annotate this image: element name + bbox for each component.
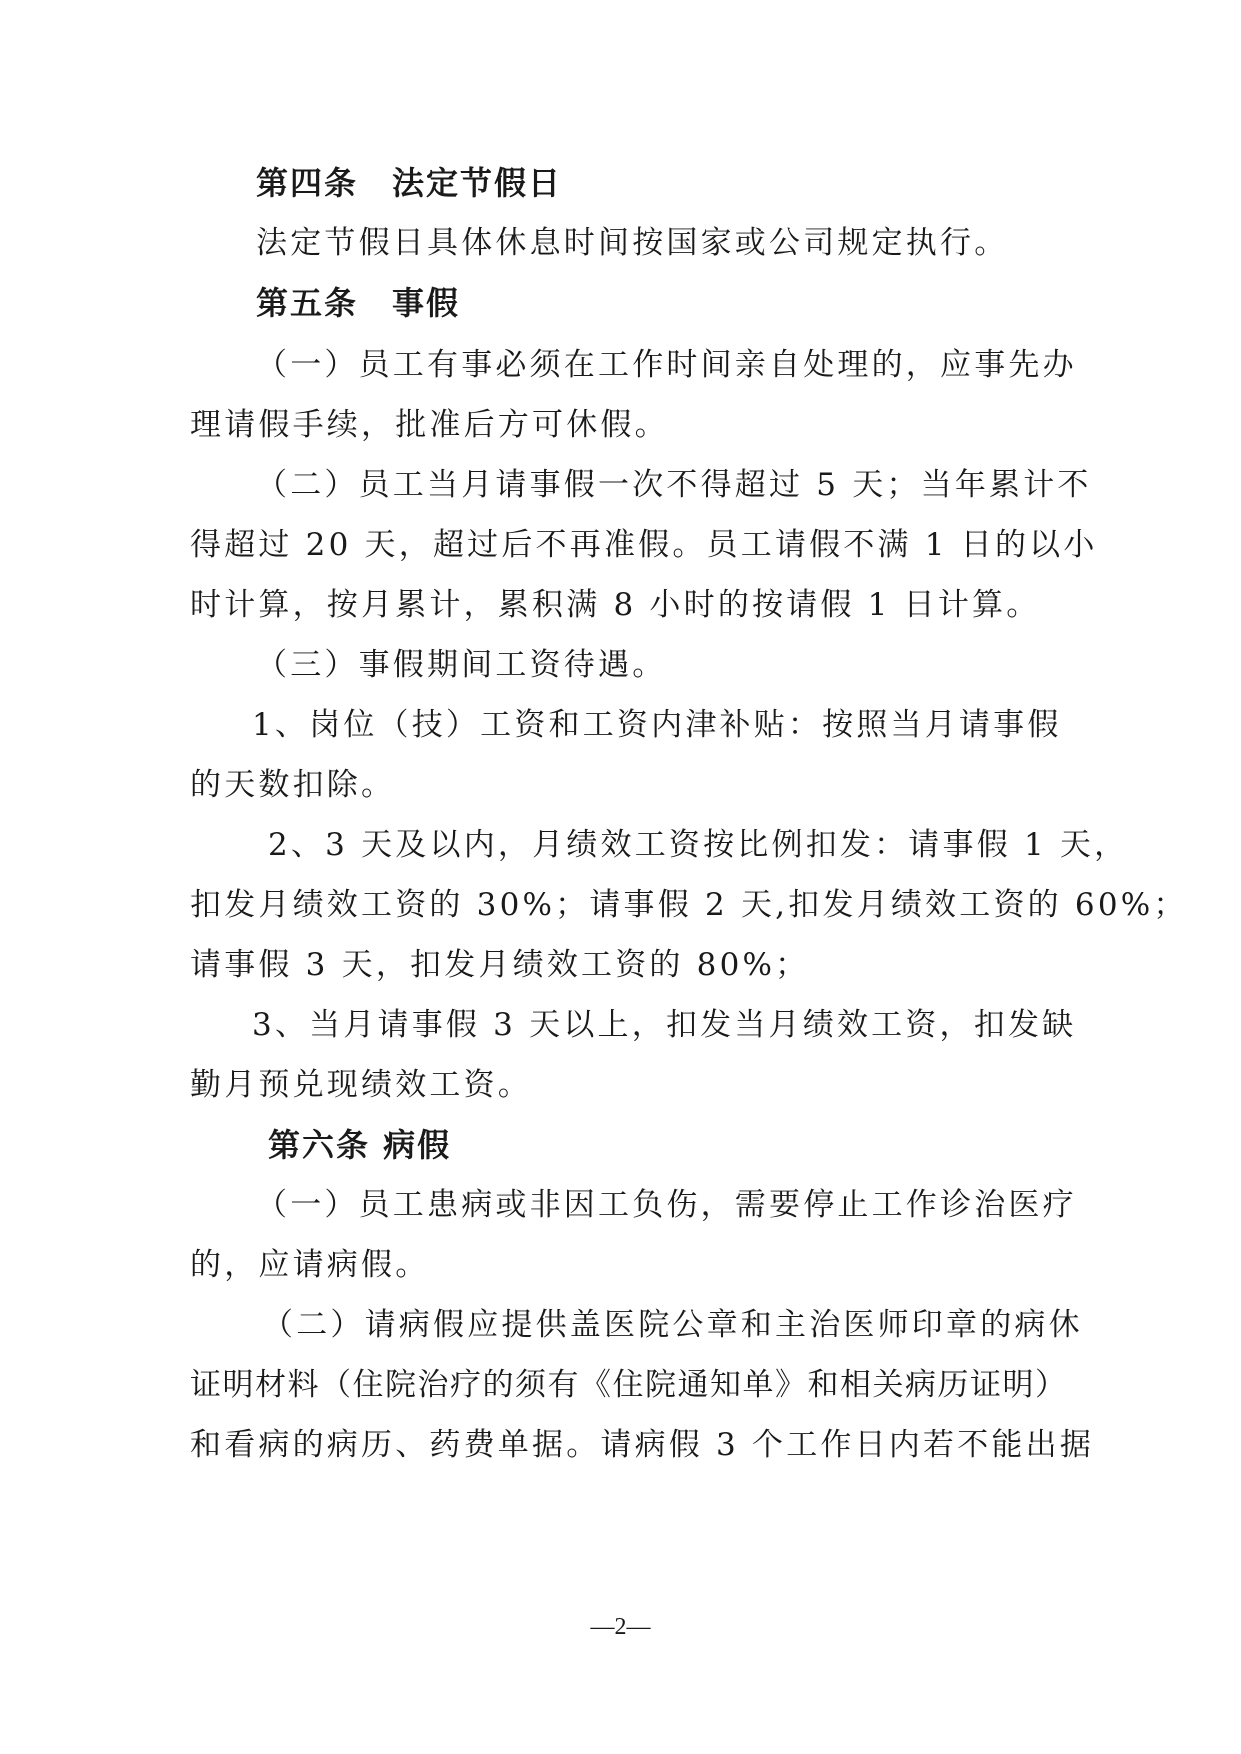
article-5-item-1-line-1: 1、岗位（技）工资和工资内津补贴：按照当月请事假: [252, 707, 1062, 743]
page-number: —2—: [590, 1614, 651, 1640]
article-6-heading: 第六条 病假: [268, 1126, 452, 1164]
article-5-item-3-line-2: 勤月预兑现绩效工资。: [190, 1067, 532, 1103]
article-6-para-1-line-1: （一）员工患病或非因工负伤，需要停止工作诊治医疗: [256, 1187, 1077, 1223]
article-5-para-2-line-2: 得超过 20 天，超过后不再准假。员工请假不满 1 日的以小: [190, 527, 1098, 563]
article-6-para-2-line-3: 和看病的病历、药费单据。请病假 3 个工作日内若不能出据: [190, 1427, 1095, 1463]
article-6-para-2-line-1: （二）请病假应提供盖医院公章和主治医师印章的病休: [262, 1307, 1083, 1343]
article-5-para-1-line-2: 理请假手续，批准后方可休假。: [190, 407, 669, 443]
article-5-item-2-line-1: 2、3 天及以内，月绩效工资按比例扣发：请事假 1 天，: [268, 827, 1129, 863]
article-4-text: 法定节假日具体休息时间按国家或公司规定执行。: [256, 225, 1009, 261]
article-5-para-2-line-3: 时计算，按月累计，累积满 8 小时的按请假 1 日计算。: [190, 587, 1041, 623]
article-5-item-2-line-3: 请事假 3 天，扣发月绩效工资的 80%；: [190, 947, 810, 983]
article-5-para-2-line-1: （二）员工当月请事假一次不得超过 5 天；当年累计不: [256, 467, 1092, 503]
article-6-para-1-line-2: 的，应请病假。: [190, 1247, 430, 1283]
article-5-heading: 第五条 事假: [256, 284, 461, 322]
article-4-heading: 第四条 法定节假日: [256, 164, 563, 202]
article-5-item-3-line-1: 3、当月请事假 3 天以上，扣发当月绩效工资，扣发缺: [252, 1007, 1077, 1043]
article-6-para-2-line-2: 证明材料（住院治疗的须有《住院通知单》和相关病历证明）: [190, 1367, 1068, 1403]
article-5-item-2-line-2: 扣发月绩效工资的 30%；请事假 2 天,扣发月绩效工资的 60%；: [190, 887, 1188, 923]
article-5-para-3: （三）事假期间工资待遇。: [256, 647, 667, 683]
article-5-para-1-line-1: （一）员工有事必须在工作时间亲自处理的，应事先办: [256, 347, 1077, 383]
article-5-item-1-line-2: 的天数扣除。: [190, 767, 396, 803]
